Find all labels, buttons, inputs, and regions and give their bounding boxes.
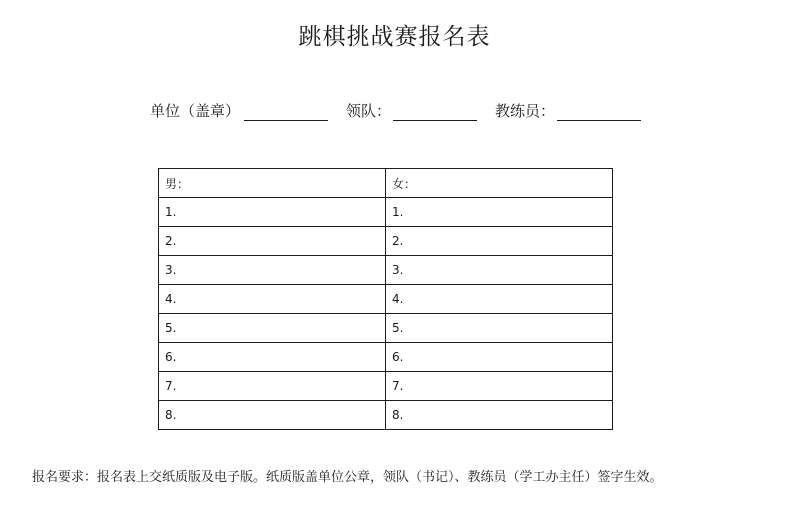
leader-blank-line[interactable]: [393, 101, 477, 121]
table-row: [159, 343, 613, 372]
unit-field: [150, 100, 328, 121]
leader-field: [346, 100, 477, 121]
page-title: 跳棋挑战赛报名表: [298, 24, 491, 50]
table-row: [159, 227, 613, 256]
table-row: [159, 198, 613, 227]
female-cell[interactable]: 4.: [386, 285, 613, 314]
male-cell[interactable]: 7.: [159, 372, 386, 401]
table-row: [159, 372, 613, 401]
unit-blank-line[interactable]: [244, 101, 328, 121]
female-cell[interactable]: 2.: [386, 227, 613, 256]
leader-label: 领队：: [346, 102, 392, 120]
male-column-header: 男：: [159, 169, 386, 198]
male-cell[interactable]: 8.: [159, 401, 386, 430]
female-cell[interactable]: 5.: [386, 314, 613, 343]
female-cell[interactable]: 1.: [386, 198, 613, 227]
registration-table: [158, 168, 613, 430]
table-row: [159, 285, 613, 314]
male-cell[interactable]: 6.: [159, 343, 386, 372]
coach-field: [495, 100, 641, 121]
coach-label: 教练员：: [495, 102, 556, 120]
male-cell[interactable]: 1.: [159, 198, 386, 227]
male-cell[interactable]: 3.: [159, 256, 386, 285]
male-cell[interactable]: 5.: [159, 314, 386, 343]
table-header-row: [159, 169, 613, 198]
registration-requirements-note: 报名要求：报名表上交纸质版及电子版。纸质版盖单位公章，领队（书记）、教练员（学工办主任）签字生效。: [32, 470, 663, 485]
table-row: [159, 314, 613, 343]
female-cell[interactable]: 7.: [386, 372, 613, 401]
male-cell[interactable]: 2.: [159, 227, 386, 256]
table-row: [159, 256, 613, 285]
female-cell[interactable]: 3.: [386, 256, 613, 285]
female-column-header: 女：: [386, 169, 613, 198]
unit-label: 单位（盖章）: [150, 102, 241, 120]
female-cell[interactable]: 6.: [386, 343, 613, 372]
table-row: [159, 401, 613, 430]
female-cell[interactable]: 8.: [386, 401, 613, 430]
registration-fields: [150, 100, 659, 121]
coach-blank-line[interactable]: [557, 101, 641, 121]
male-cell[interactable]: 4.: [159, 285, 386, 314]
